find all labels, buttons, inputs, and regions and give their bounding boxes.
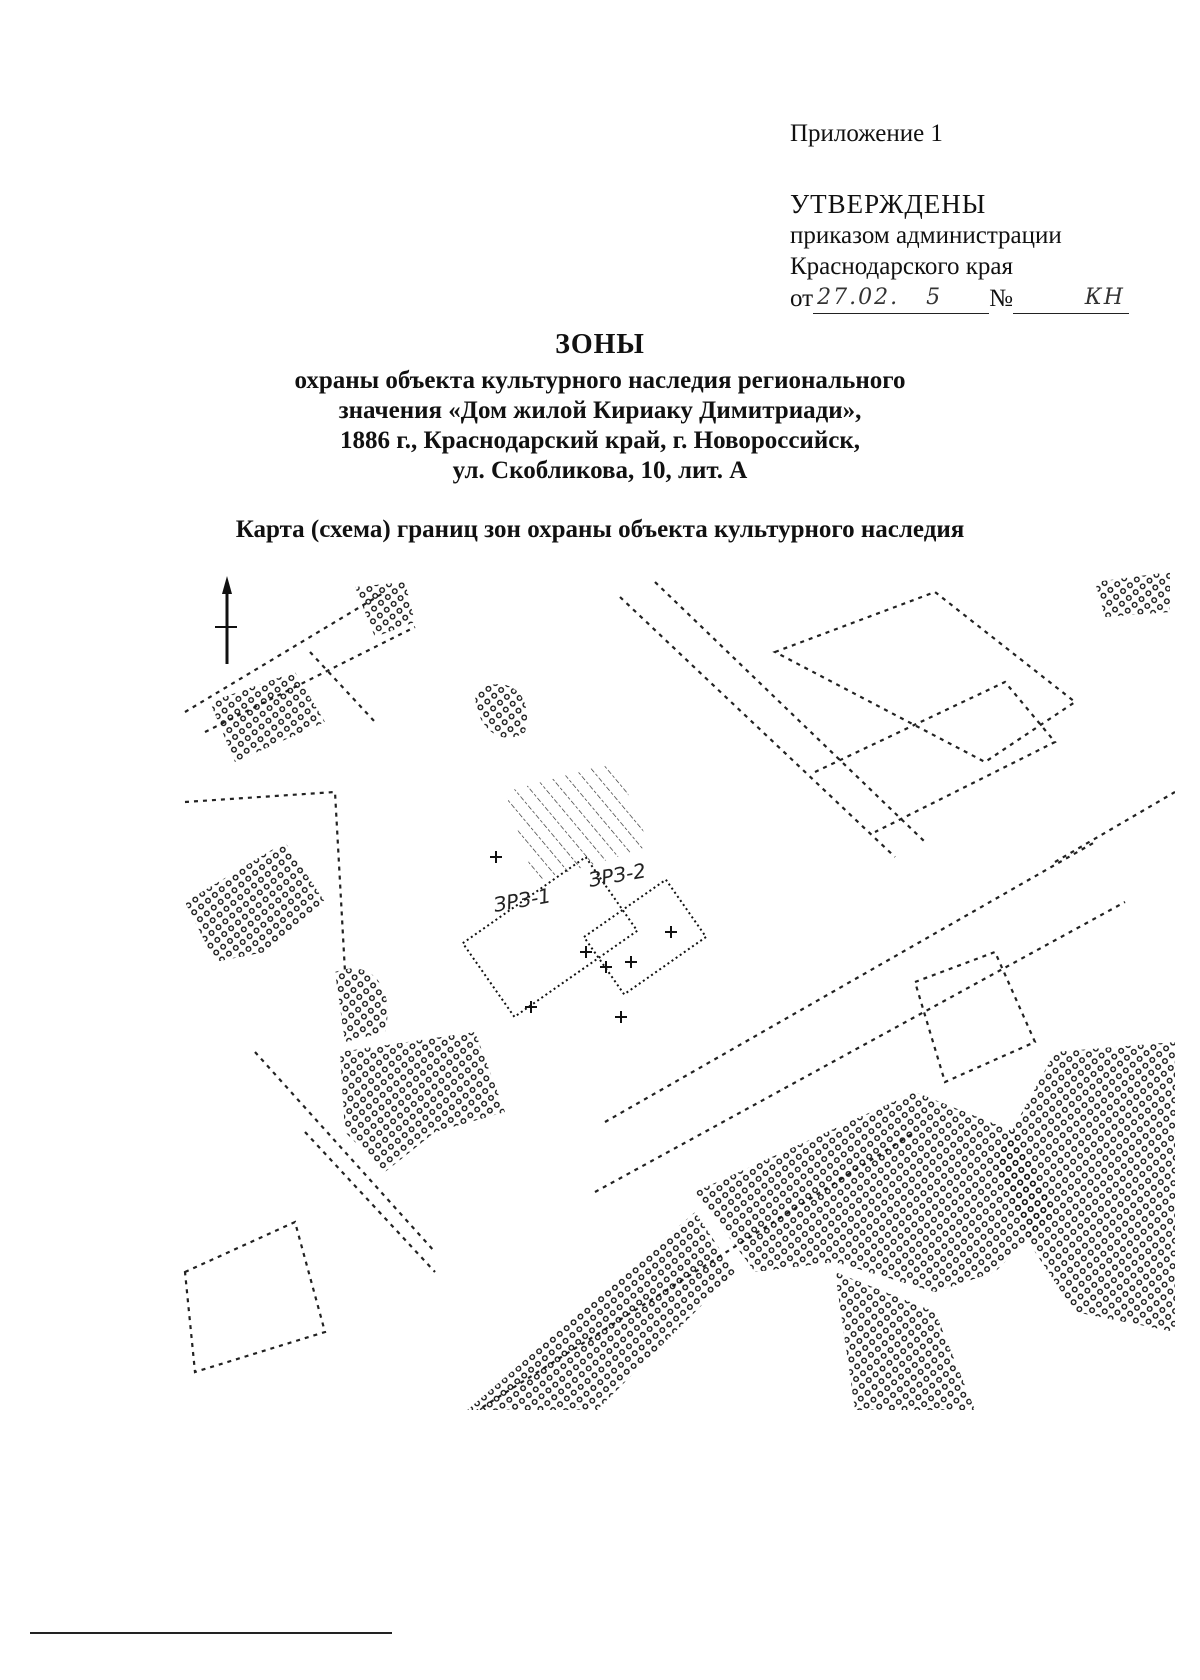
cross-marker (615, 1011, 627, 1023)
block-outline (915, 952, 1035, 1082)
cross-marker (600, 961, 612, 973)
dotted-area (185, 842, 325, 962)
dotted-area (695, 1092, 1055, 1292)
document-title (0, 330, 1200, 486)
dotted-area (465, 1212, 735, 1410)
approved-label: УТВЕРЖДЕНЫ (790, 189, 987, 219)
block-outline (775, 592, 1075, 762)
dotted-area (355, 582, 415, 637)
title-line-3: 1886 г., Краснодарский край, г. Новороссийск, (339, 427, 860, 454)
map-caption: Карта (схема) границ зон охраны объекта культурного наследия (235, 516, 965, 543)
title-line-1: охраны объекта культурного наследия регионального (294, 367, 906, 394)
block-outline (185, 1222, 325, 1372)
dotted-area (995, 1042, 1175, 1332)
number-field: КН (1013, 282, 1129, 314)
dotted-area (335, 968, 388, 1042)
cross-marker (525, 1001, 537, 1013)
street-line (605, 842, 1095, 1122)
date-line (790, 282, 1129, 314)
appendix-label: Приложение 1 (790, 120, 943, 147)
date-suffix: 5 (926, 285, 943, 310)
north-arrow-icon (215, 576, 237, 664)
date-field (813, 282, 989, 314)
region-label: Краснодарского края (790, 253, 1013, 280)
number-label: № (989, 285, 1013, 312)
block-outline (815, 682, 1055, 832)
order-label: приказом администрации (790, 222, 1062, 249)
zone-label-zrz-1: ЗРЗ-1 (491, 883, 553, 917)
date-prefix: от (790, 285, 814, 312)
footnote-rule (30, 1632, 392, 1634)
building-outline (584, 880, 706, 995)
title-line-4: ул. Скобликова, 10, лит. А (452, 457, 748, 484)
dotted-area (1095, 572, 1170, 617)
cross-marker (580, 946, 592, 958)
block-outline (1055, 792, 1175, 862)
date-value: 27.02. (817, 285, 900, 310)
street-line (655, 582, 925, 842)
street-line (620, 597, 895, 857)
title-line-2: значения «Дом жилой Кириаку Димитриади», (338, 397, 862, 424)
dotted-area (475, 684, 527, 738)
cross-marker (665, 926, 677, 938)
cross-marker (625, 956, 637, 968)
cross-marker (490, 851, 502, 863)
dotted-area (835, 1272, 975, 1410)
protection-zone-map (175, 572, 1175, 1410)
approval-block (790, 118, 1129, 314)
zone-label-zrz-2: ЗРЗ-2 (586, 858, 648, 892)
title-heading: ЗОНЫ (555, 329, 645, 360)
dotted-area (210, 672, 325, 762)
dotted-area (340, 1032, 505, 1172)
